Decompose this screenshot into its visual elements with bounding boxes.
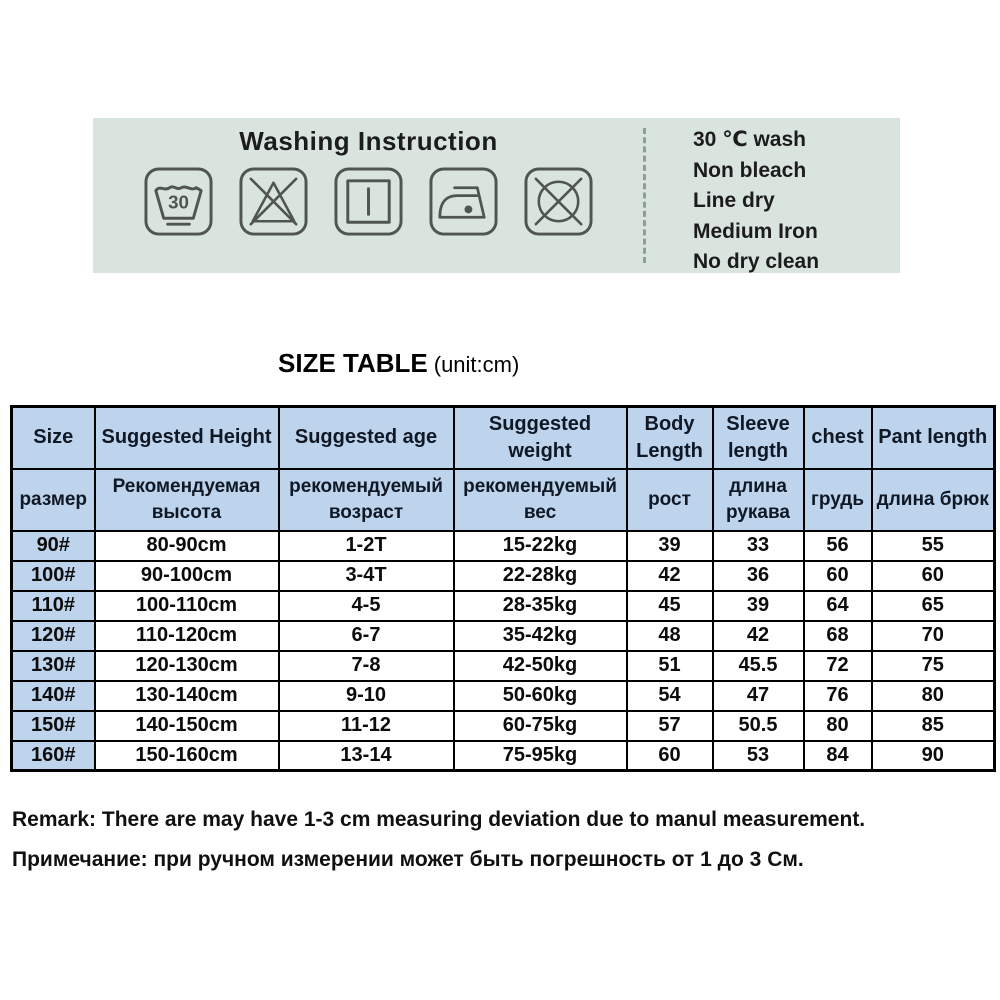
table-cell: 57 [627, 711, 713, 741]
table-row [12, 621, 995, 651]
size-table-header-cell: Sleeve length [713, 407, 804, 469]
size-table-header-cell: длина брюк [872, 469, 995, 531]
table-cell: 80 [872, 681, 995, 711]
size-cell: 90# [12, 531, 95, 561]
table-cell: 1-2T [279, 531, 454, 561]
table-cell: 9-10 [279, 681, 454, 711]
size-table-body [12, 531, 995, 771]
size-cell: 150# [12, 711, 95, 741]
size-table-header-cell: длина рукава [713, 469, 804, 531]
washing-instruction-title: Washing Instruction [239, 126, 498, 156]
size-table-header-cell: Suggested weight [454, 407, 627, 469]
table-cell: 75 [872, 651, 995, 681]
table-row [12, 711, 995, 741]
line-dry-icon [333, 166, 404, 237]
table-cell: 7-8 [279, 651, 454, 681]
washing-icons-row [93, 166, 644, 237]
washing-icons-section [93, 118, 644, 273]
size-table-header-cell: Size [12, 407, 95, 469]
size-cell: 140# [12, 681, 95, 711]
size-table-header-cell: Рекомендуемая высота [95, 469, 279, 531]
size-cell: 110# [12, 591, 95, 621]
table-row [12, 591, 995, 621]
table-row [12, 681, 995, 711]
washing-notes-list [693, 125, 819, 278]
table-cell: 42 [713, 621, 804, 651]
table-cell: 45 [627, 591, 713, 621]
washing-note: 30 ℃ wash [693, 128, 806, 151]
size-table-unit-text: (unit:cm) [433, 352, 520, 377]
table-cell: 48 [627, 621, 713, 651]
table-cell: 85 [872, 711, 995, 741]
table-row [12, 531, 995, 561]
size-table-header-cell: рост [627, 469, 713, 531]
size-table-title [278, 348, 519, 379]
table-cell: 60 [627, 741, 713, 771]
table-cell: 130-140cm [95, 681, 279, 711]
size-table [10, 405, 996, 772]
table-cell: 64 [804, 591, 872, 621]
table-cell: 15-22kg [454, 531, 627, 561]
table-cell: 50-60kg [454, 681, 627, 711]
table-cell: 68 [804, 621, 872, 651]
no-bleach-icon [238, 166, 309, 237]
medium-iron-icon [428, 166, 499, 237]
table-cell: 33 [713, 531, 804, 561]
table-cell: 54 [627, 681, 713, 711]
table-cell: 45.5 [713, 651, 804, 681]
size-cell: 120# [12, 621, 95, 651]
size-table-header-cell: грудь [804, 469, 872, 531]
table-cell: 53 [713, 741, 804, 771]
table-cell: 35-42kg [454, 621, 627, 651]
no-dry-clean-icon [523, 166, 594, 237]
table-cell: 140-150cm [95, 711, 279, 741]
size-table-header-cell: рекомендуемый возраст [279, 469, 454, 531]
table-cell: 42-50kg [454, 651, 627, 681]
table-cell: 76 [804, 681, 872, 711]
size-table-header-cell: рекомендуемый вес [454, 469, 627, 531]
table-cell: 110-120cm [95, 621, 279, 651]
washing-note: No dry clean [693, 250, 820, 273]
table-cell: 56 [804, 531, 872, 561]
table-cell: 60 [804, 561, 872, 591]
size-cell: 130# [12, 651, 95, 681]
table-cell: 90 [872, 741, 995, 771]
table-cell: 11-12 [279, 711, 454, 741]
size-table-header-cell: Suggested age [279, 407, 454, 469]
table-cell: 50.5 [713, 711, 804, 741]
table-cell: 39 [627, 531, 713, 561]
wash-30-icon [143, 166, 214, 237]
table-cell: 4-5 [279, 591, 454, 621]
size-table-header-cell: chest [804, 407, 872, 469]
size-table-header-row-ru [12, 469, 995, 531]
remark-english: Remark: There are may have 1-3 cm measuring deviation due to manul measurement. [12, 808, 866, 831]
table-cell: 39 [713, 591, 804, 621]
table-row [12, 741, 995, 771]
size-table-header-cell: Suggested Height [95, 407, 279, 469]
table-cell: 13-14 [279, 741, 454, 771]
dashed-divider [643, 128, 646, 263]
table-cell: 55 [872, 531, 995, 561]
svg-text:30: 30 [168, 191, 189, 213]
table-row [12, 561, 995, 591]
table-cell: 42 [627, 561, 713, 591]
washing-instruction-panel [93, 118, 900, 273]
washing-note: Line dry [693, 189, 775, 212]
table-cell: 60-75kg [454, 711, 627, 741]
table-cell: 28-35kg [454, 591, 627, 621]
table-cell: 84 [804, 741, 872, 771]
remark-block [12, 800, 992, 880]
washing-note: Non bleach [693, 158, 807, 182]
table-cell: 90-100cm [95, 561, 279, 591]
table-cell: 120-130cm [95, 651, 279, 681]
table-cell: 70 [872, 621, 995, 651]
remark-russian: Примечание: при ручном измерении может быть погрешность от 1 до 3 См. [12, 848, 804, 871]
size-cell: 160# [12, 741, 95, 771]
table-cell: 72 [804, 651, 872, 681]
size-table-header-cell: Pant length [872, 407, 995, 469]
table-cell: 51 [627, 651, 713, 681]
table-cell: 36 [713, 561, 804, 591]
size-table-header-row-en [12, 407, 995, 469]
table-cell: 47 [713, 681, 804, 711]
table-cell: 22-28kg [454, 561, 627, 591]
size-table-title-text: SIZE TABLE [278, 348, 428, 378]
table-cell: 6-7 [279, 621, 454, 651]
table-cell: 150-160cm [95, 741, 279, 771]
table-cell: 65 [872, 591, 995, 621]
table-row [12, 651, 995, 681]
table-cell: 3-4T [279, 561, 454, 591]
table-cell: 60 [872, 561, 995, 591]
size-table-header-cell: Body Length [627, 407, 713, 469]
table-cell: 80-90cm [95, 531, 279, 561]
washing-note: Medium Iron [693, 219, 818, 243]
size-cell: 100# [12, 561, 95, 591]
table-cell: 100-110cm [95, 591, 279, 621]
table-cell: 80 [804, 711, 872, 741]
table-cell: 75-95kg [454, 741, 627, 771]
size-table-header-cell: размер [12, 469, 95, 531]
